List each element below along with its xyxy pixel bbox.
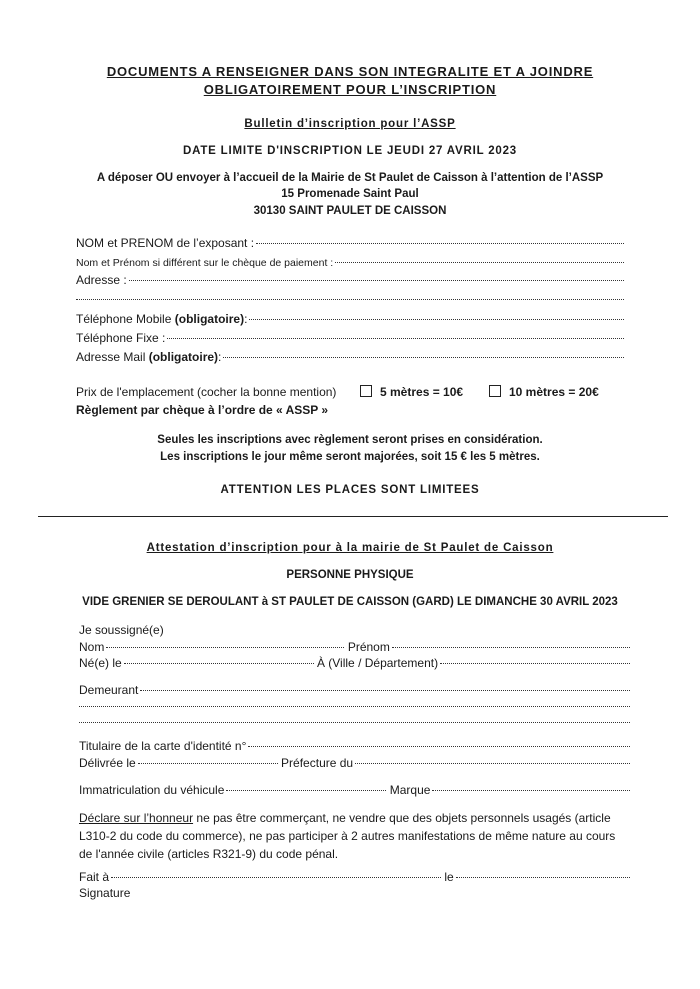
address-line-3: 30130 SAINT PAULET DE CAISSON — [253, 205, 447, 217]
field-label: Nom et Prénom si différent sur le chèque de paiement : — [76, 257, 334, 269]
field-naissance[interactable] — [79, 656, 630, 670]
field-tel-mobile[interactable] — [76, 312, 624, 326]
signature-label: Signature — [79, 886, 131, 900]
fill-line[interactable] — [167, 338, 624, 339]
field-nom-prenom[interactable] — [76, 236, 624, 250]
field-fait-a[interactable] — [79, 870, 630, 884]
fill-line-date[interactable] — [124, 663, 314, 664]
reglement: Règlement par chèque à l’ordre de « ASSP » — [76, 403, 329, 417]
declaration-paragraph — [79, 809, 639, 863]
field-label: NOM et PRENOM de l’exposant : — [76, 236, 255, 250]
attention-notice: ATTENTION LES PLACES SONT LIMITEES — [220, 484, 480, 496]
field-label: Préfecture du — [281, 756, 354, 770]
option-10m[interactable] — [489, 385, 599, 399]
fill-line[interactable] — [140, 690, 630, 691]
fill-line[interactable] — [256, 243, 624, 244]
demeurant-extra-line-1[interactable] — [79, 706, 630, 707]
field-tel-fixe[interactable] — [76, 331, 624, 345]
fill-line-date[interactable] — [456, 877, 630, 878]
declare-line-1: ne pas être commerçant, ne vendre que des objets personnels usagés (article — [193, 811, 611, 825]
field-label: Adresse Mail — [76, 350, 146, 364]
field-label: Nom — [79, 640, 105, 654]
bulletin-title: Bulletin d’inscription pour l’ASSP — [244, 118, 456, 130]
fill-line-nom[interactable] — [106, 647, 344, 648]
address-line-1: A déposer OU envoyer à l’accueil de la Mairie de St Paulet de Caisson à l’attention de l’ASSP — [96, 172, 604, 184]
personne-physique: PERSONNE PHYSIQUE — [286, 569, 414, 581]
demeurant-extra-line-2[interactable] — [79, 722, 630, 723]
event-line: VIDE GRENIER SE DEROULANT à ST PAULET DE CAISSON (GARD) LE DIMANCHE 30 AVRIL 2023 — [82, 596, 618, 608]
option-5m[interactable] — [360, 385, 463, 399]
header-line-2: OBLIGATOIREMENT POUR L’INSCRIPTION — [203, 82, 497, 97]
deadline: DATE LIMITE D'INSCRIPTION LE JEUDI 27 AVRIL 2023 — [182, 145, 517, 157]
obligatoire-mark: (obligatoire) — [174, 312, 245, 326]
adresse-extra-line[interactable] — [76, 299, 624, 300]
field-label: Né(e) le — [79, 656, 122, 670]
notice-1: Seules les inscriptions avec règlement seront prises en considération. — [157, 434, 543, 446]
field-mail[interactable] — [76, 350, 624, 364]
field-label: À (Ville / Département) — [316, 656, 439, 670]
price-label: Prix de l'emplacement (cocher la bonne mention) — [76, 385, 337, 399]
fill-line-prenom[interactable] — [392, 647, 630, 648]
field-delivree[interactable] — [79, 756, 630, 770]
colon: : — [218, 350, 222, 364]
field-label: Demeurant — [79, 683, 139, 697]
field-label: Marque — [389, 783, 431, 797]
fill-line[interactable] — [249, 319, 624, 320]
address-line-2: 15 Promenade Saint Paul — [281, 188, 419, 200]
soussigne: Je soussigné(e) — [79, 623, 164, 637]
field-vehicule[interactable] — [79, 783, 630, 797]
field-carte-identite[interactable] — [79, 739, 630, 753]
fill-line[interactable] — [248, 746, 630, 747]
declare-line-3: de l'année civile (articles R321-9) du code pénal. — [79, 847, 339, 861]
fill-line-ville[interactable] — [440, 663, 630, 664]
field-label: Téléphone Mobile — [76, 312, 172, 326]
fill-line-prefecture[interactable] — [355, 763, 630, 764]
fill-line[interactable] — [223, 357, 624, 358]
field-nom-prenom-attest[interactable] — [79, 640, 630, 654]
field-demeurant[interactable] — [79, 683, 630, 697]
notice-2: Les inscriptions le jour même seront majorées, soit 15 € les 5 mètres. — [160, 451, 540, 463]
field-label: Adresse : — [76, 273, 127, 287]
option-5m-label: 5 mètres = 10€ — [380, 385, 464, 399]
field-nom-cheque[interactable] — [76, 257, 624, 269]
header-line-1: DOCUMENTS A RENSEIGNER DANS SON INTEGRALITE ET A JOINDRE — [106, 64, 594, 79]
field-label: Titulaire de la carte d'identité n° — [79, 739, 247, 753]
field-label: Téléphone Fixe : — [76, 331, 166, 345]
field-label: Fait à — [79, 870, 110, 884]
field-label: Prénom — [347, 640, 390, 654]
checkbox-5m[interactable] — [360, 385, 372, 397]
field-label: le — [444, 870, 454, 884]
declare-line-2: L310-2 du code du commerce), ne pas participer à 2 autres manifestations de même nature au cours — [79, 829, 616, 843]
declare-honneur: Déclare sur l’honneur — [79, 811, 194, 825]
field-adresse[interactable] — [76, 273, 624, 287]
field-label: Immatriculation du véhicule — [79, 783, 225, 797]
checkbox-10m[interactable] — [489, 385, 501, 397]
fill-line[interactable] — [129, 280, 624, 281]
field-label: Délivrée le — [79, 756, 136, 770]
fill-line-lieu[interactable] — [111, 877, 441, 878]
obligatoire-mark: (obligatoire) — [148, 350, 219, 364]
fill-line[interactable] — [335, 262, 624, 263]
section-divider — [38, 516, 668, 517]
fill-line-marque[interactable] — [432, 790, 630, 791]
fill-line-immat[interactable] — [226, 790, 386, 791]
colon: : — [244, 312, 248, 326]
option-10m-label: 10 mètres = 20€ — [509, 385, 599, 399]
fill-line-date[interactable] — [138, 763, 278, 764]
attestation-title: Attestation d’inscription pour à la mairie de St Paulet de Caisson — [146, 542, 554, 554]
